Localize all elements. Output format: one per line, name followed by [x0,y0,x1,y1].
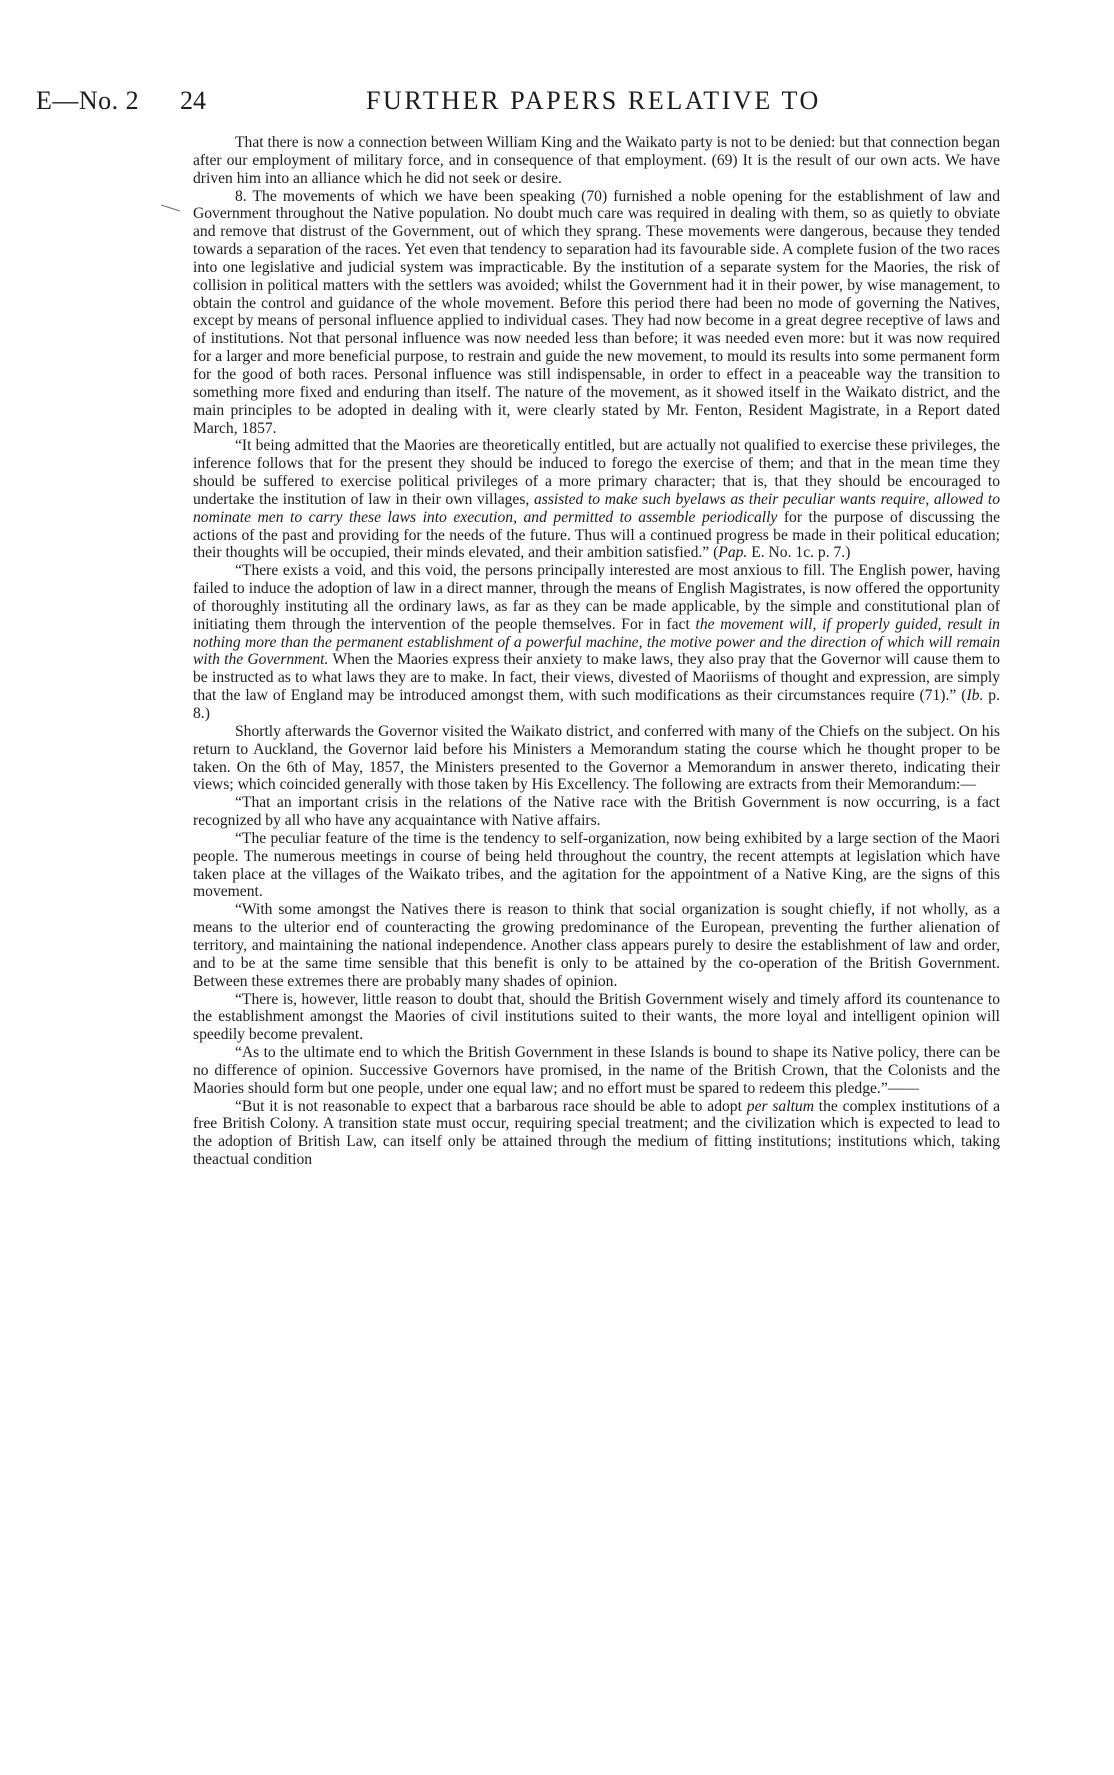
body-text [193,134,1000,1169]
page-number: 24 [180,86,206,115]
paragraph-text: the complex institutions of a free British Colony. A transition state must occur, requiring special treatment; and the civilization which is expected to lead to the adoption of British Law, can itself only be attained through the medium of fitting institutions; institutions which, taking theactual condition [193,1097,1001,1169]
document-reference: E—No. 2 [36,86,140,115]
paragraph [193,991,1000,1045]
paragraph-text: “There exists a void, and this void, the persons principally interested are most anxious to fill. The English power, having failed to induce the adoption of law in a direct manner, through the means of English Magistrates, is now offered the opportunity of thoroughly instituting all the ordinary laws, as far as they can be made applicable, by the simple and constitutional plan of initiating them through the intervention of the people themselves. For in fact [193,562,1000,633]
italic-text: Pap. [718,544,748,562]
paragraph-text: E. No. 1c. p. 7.) [747,544,851,562]
paragraph-text: 8. The movements of which we have been speaking (70) furnished a noble opening for the establishment of law and Government throughout the Native population. No doubt much care was required in dealing with them, so as quietly to obviate and remove that distrust of the Government, out of which they sprang. These movements were dangerous, because they tended towards a separation of the races. Yet even that tendency to separation had its favourable side. A complete fusion of the two races into one legislative and judicial system was impracticable. By the institution of a separate system for the Maories, the risk of collision in political matters with the settlers was avoided; whilst the Government had it in their power, by wise management, to obtain the control and guidance of the whole movement. Before this period there had been no mode of governing the Natives, except by means of personal influence applied to individual cases. They had now become in a great degree receptive of laws and of institutions. Not that personal influence was now needed less than before; it was needed even more: but it was now required for a larger and more beneficial purpose, to restrain and guide the new movement, to mould its results into some permanent form for the good of both races. Personal influence was still indispensable, in order to effect in a peaceable way the transition to something more fixed and enduring than itself. The nature of the movement, as it showed itself in the Waikato district, and the main principles to be adopted in dealing with it, were clearly stated by Mr. Fenton, Resident Magistrate, in a Report dated March, 1857. [193,187,1000,437]
paragraph [193,437,1000,562]
paragraph-text: When the Maories express their anxiety to make laws, they also pray that the Governor will cause them to be instructed as to what laws they are to make. In fact, their views, divested of Maoriisms of thought and expression, are simply that the law of England may be introduced amongst them, with such modifications as their circumstances require (71).” ( [193,651,1001,705]
paragraph [193,188,1000,438]
paragraph-text: “The peculiar feature of the time is the tendency to self-organization, now being exhibited by a large section of the Maori people. The numerous meetings in course of being held throughout the country, the recent attempts at legislation which have taken place at the villages of the Waikato tribes, and the agitation for the appointment of a Native King, are the signs of this movement. [193,829,1000,901]
paragraph-text: “It being admitted that the Maories are theoretically entitled, but are actually not qualified to exercise these privileges, the inference follows that for the present they should be induced to forego the exercise of them; and that in the mean time they should be suffered to exercise political privileges of a more primary character; that is, that they should be encouraged to undertake the institution of law in their own villages, [193,437,1000,508]
paragraph [193,1044,1000,1098]
margin-pencil-mark [160,200,182,210]
paragraph-text: p. 8.) [193,687,1000,722]
paragraph [193,134,1000,188]
italic-text: per saltum [746,1097,814,1115]
paragraph [193,794,1000,830]
italic-text: the movement will, if properly guided, result in nothing more than the permanent establishment of a powerful machine, the motive power and the direction of which will remain with the Government. [193,615,1000,669]
paragraph [193,830,1000,901]
italic-text: assisted to make such byelaws as their peculiar wants require, allowed to nominate men to carry these laws into execution, and permitted to assemble periodically [193,490,1000,526]
paragraph-text: “But it is not reasonable to expect that a barbarous race should be able to adopt [235,1097,747,1115]
paragraph [193,562,1000,723]
paragraph-text: “As to the ultimate end to which the British Government in these Islands is bound to shape its Native policy, there can be no difference of opinion. Successive Governors have promised, in the name of the British Crown, that the Colonists and the Maories should form but one people, under one equal law; and no effort must be spared to redeem this pledge.”—— [193,1044,1000,1097]
page-title: FURTHER PAPERS RELATIVE TO [366,86,821,115]
paragraph-text: “That an important crisis in the relations of the Native race with the British Government is now occurring, is a fact recognized by all who have any acquaintance with Native affairs. [193,794,1000,830]
paragraph [193,723,1000,794]
paragraph-text: “There is, however, little reason to doubt that, should the British Government wisely and timely afford its countenance to the establishment amongst the Maories of civil institutions suited to their wants, the more loyal and intelligent opinion will speedily become prevalent. [193,990,1000,1044]
paragraph [193,1098,1000,1169]
paragraph-text: for the purpose of discussing the actions of the past and providing for the needs of the future. Thus will a continued progress be made in their political education; their thoughts will be occupied, their minds elevated, and their ambition satisfied.” ( [193,508,1001,562]
italic-text: Ib. [966,687,984,705]
paragraph-text: “With some amongst the Natives there is reason to think that social organization is sought chiefly, if not wholly, as a means to the ulterior end of counteracting the growing predominance of the European, preventing the further alienation of territory, and maintaining the national independence. Another class appears purely to desire the establishment of law and order, and to be at the same time sensible that this benefit is only to be attained by the co-operation of the British Government. Between these extremes there are probably many shades of opinion. [193,901,1000,990]
paragraph [193,901,1000,990]
paragraph-text: Shortly afterwards the Governor visited the Waikato district, and conferred with many of the Chiefs on the subject. On his return to Auckland, the Governor laid before his Ministers a Memorandum stating the course which he thought proper to be taken. On the 6th of May, 1857, the Ministers presented to the Governor a Memorandum in answer thereto, indicating their views; which coincided generally with those taken by His Excellency. The following are extracts from their Memorandum:— [193,722,1000,794]
paragraph-text: That there is now a connection between William King and the Waikato party is not to be denied: but that connection began after our employment of military force, and in consequence of that employment. (69) It is the result of our own acts. We have driven him into an alliance which he did not seek or desire. [193,134,1000,187]
running-head [36,86,1036,126]
